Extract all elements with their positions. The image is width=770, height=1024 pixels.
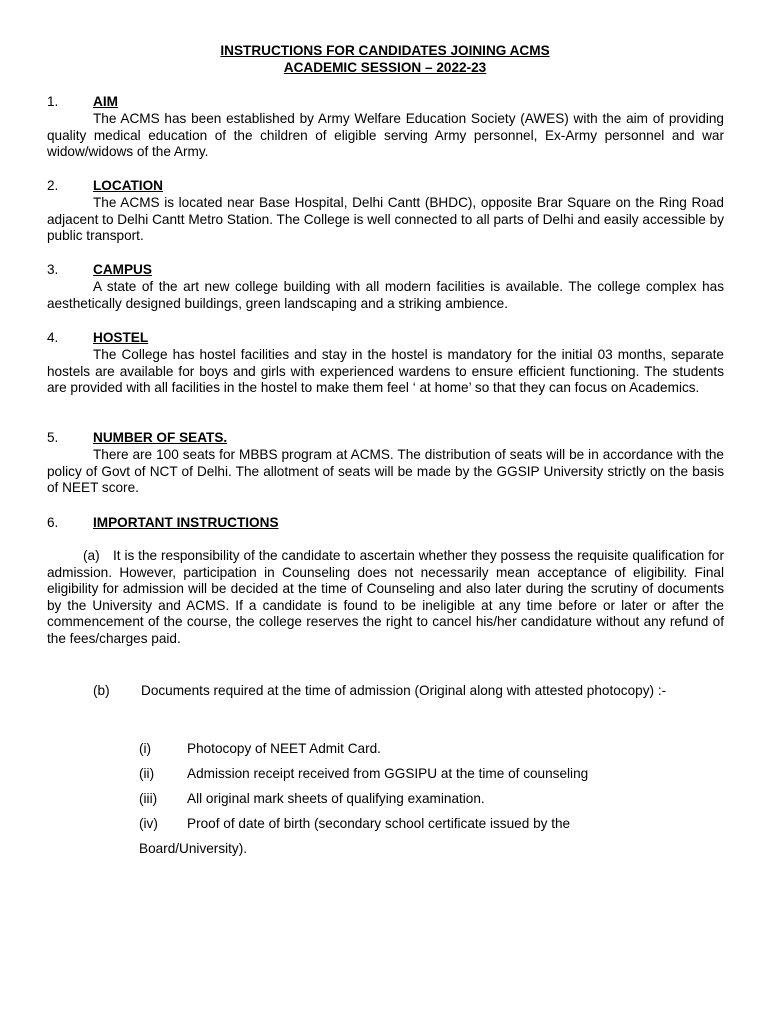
list-item xyxy=(139,791,699,816)
section-heading: LOCATION xyxy=(93,178,163,193)
section-text: The ACMS is located near Base Hospital, Delhi Cantt (BHDC), opposite Brar Square on the Ring Road adjacent to Delhi Cantt Metro Station. The College is well connected to all parts of Delhi and easily accessible by public transport. xyxy=(47,195,724,244)
instruction-a-label: (a) xyxy=(83,548,100,563)
list-item-number: (ii) xyxy=(139,766,155,781)
list-item-text: All original mark sheets of qualifying examination. xyxy=(187,791,485,806)
document-title-line-1: INSTRUCTIONS FOR CANDIDATES JOINING ACMS xyxy=(220,43,550,58)
instruction-a xyxy=(47,548,724,648)
section-heading: NUMBER OF SEATS. xyxy=(93,430,228,445)
section-number-of-seats xyxy=(47,430,724,497)
list-item-number: (iv) xyxy=(139,816,158,831)
section-number: 4. xyxy=(47,330,59,345)
section-text: There are 100 seats for MBBS program at ACMS. The distribution of seats will be in accordance with the policy of Govt of NCT of Delhi. The allotment of seats will be made by the GGSIP University strictly on the basis of NEET score. xyxy=(47,447,724,496)
section-heading: IMPORTANT INSTRUCTIONS xyxy=(93,515,279,530)
instruction-b-text: Documents required at the time of admission (Original along with attested photocopy) :- xyxy=(141,683,667,698)
list-item-number: (iii) xyxy=(139,791,158,806)
section-important-instructions xyxy=(47,515,724,532)
section-heading: CAMPUS xyxy=(93,262,152,277)
instruction-b-paragraph xyxy=(47,683,724,700)
list-item-text: Photocopy of NEET Admit Card. xyxy=(187,741,381,756)
list-item-continuation xyxy=(139,841,699,866)
list-item-text: Proof of date of birth (secondary school certificate issued by the xyxy=(187,816,571,831)
section-text: The ACMS has been established by Army Welfare Education Society (AWES) with the aim of providing quality medical education of the children of eligible serving Army personnel, Ex-Army personnel and war widow/widows of the Army. xyxy=(47,111,724,160)
instruction-b-label: (b) xyxy=(93,683,110,698)
section-heading: HOSTEL xyxy=(93,330,149,345)
section-text: A state of the art new college building with all modern facilities is available. The college complex has aesthetically designed buildings, green landscaping and a striking ambience. xyxy=(47,279,724,311)
instruction-b xyxy=(47,683,724,700)
section-heading: AIM xyxy=(93,94,118,109)
section-location xyxy=(47,178,724,245)
section-number: 5. xyxy=(47,430,59,445)
list-item xyxy=(139,741,699,766)
section-campus xyxy=(47,262,724,312)
section-number: 3. xyxy=(47,262,59,277)
list-item-number: (i) xyxy=(139,741,152,756)
list-item xyxy=(139,816,699,841)
list-item-continuation-text: Board/University). xyxy=(139,841,248,856)
document-title-line-2: ACADEMIC SESSION – 2022-23 xyxy=(283,60,487,75)
documents-list xyxy=(139,741,699,866)
section-text: The College has hostel facilities and stay in the hostel is mandatory for the initial 03 months, separate hostels are available for boys and girls with experienced wardens to ensure efficient functioning. The students are provided with all facilities in the hostel to make them feel ‘ at home’ so that they can focus on Academics. xyxy=(47,347,724,396)
section-number: 2. xyxy=(47,178,59,193)
section-hostel xyxy=(47,330,724,397)
section-number: 6. xyxy=(47,515,59,530)
section-number: 1. xyxy=(47,94,59,109)
list-item-text: Admission receipt received from GGSIPU at the time of counseling xyxy=(187,766,589,781)
instruction-a-text: It is the responsibility of the candidate to ascertain whether they possess the requisite qualification for admission. However, participation in Counseling does not necessarily mean acceptance of eligibility. Final eligibility for admission will be decided at the time of Counseling and also later during the scrutiny of documents by the University and ACMS. If a candidate is found to be ineligible at any time before or later or after the commencement of the course, the college reserves the right to cancel his/her candidature without any refund of the fees/charges paid. xyxy=(47,548,724,646)
instruction-a-paragraph xyxy=(47,548,724,648)
section-aim xyxy=(47,94,724,161)
list-item xyxy=(139,766,699,791)
